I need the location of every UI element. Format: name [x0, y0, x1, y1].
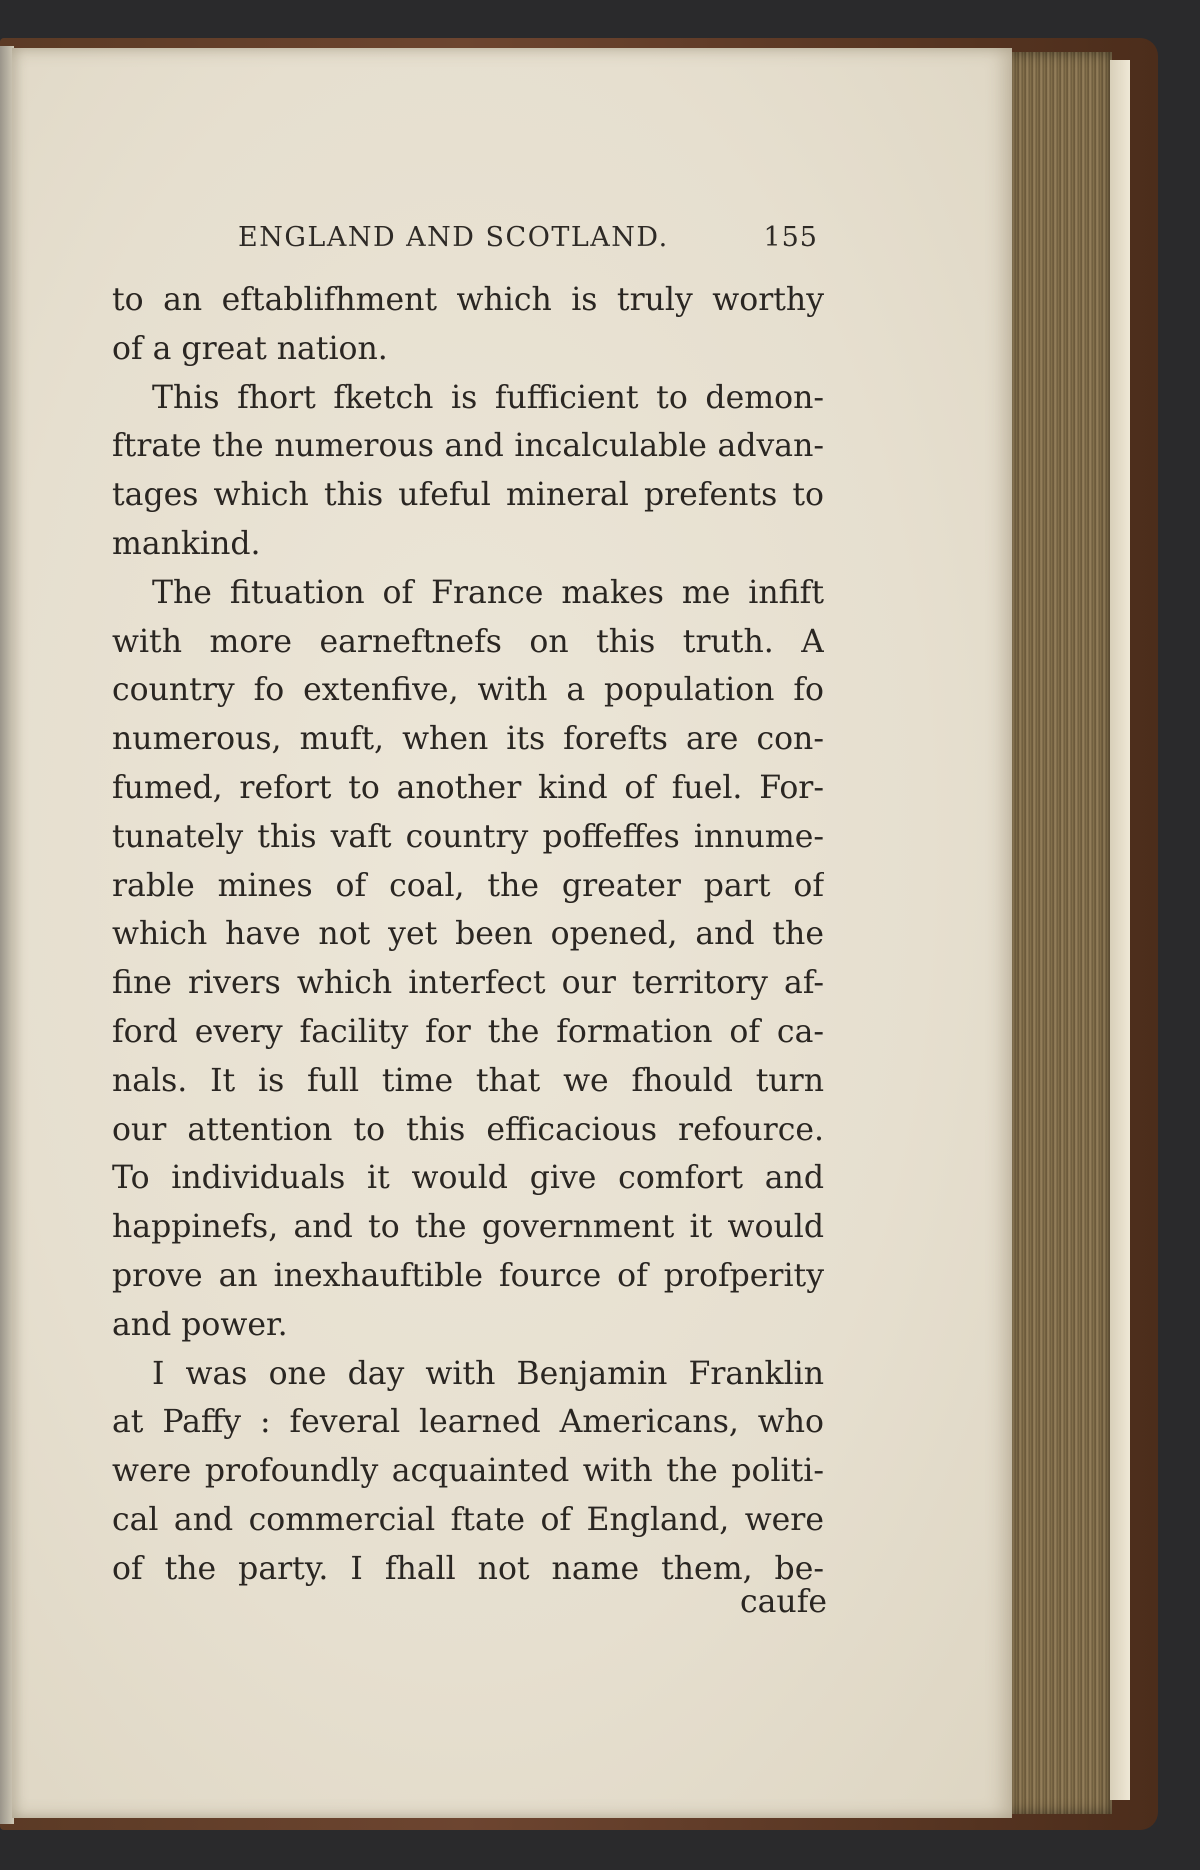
text-line: of the party. I fhall not name them, be- — [112, 1550, 824, 1587]
text-line: nals. It is full time that we fhould turn — [112, 1062, 824, 1099]
text-line: with more earneftnefs on this truth. A — [112, 623, 824, 660]
text-line: were profoundly acquainted with the politi- — [112, 1453, 824, 1490]
running-title: ENGLAND AND SCOTLAND. — [238, 222, 669, 253]
text-line: mankind. — [112, 525, 261, 562]
text-line: tunately this vaft country poffeffes innume- — [112, 818, 824, 855]
body-text — [112, 276, 824, 1594]
page-number: 155 — [763, 222, 818, 253]
text-line: ford every facility for the formation of ca- — [112, 1013, 824, 1050]
text-line: at Paffy : feveral learned Americans, who — [112, 1404, 824, 1441]
text-line: cal and commercial ftate of England, were — [112, 1501, 824, 1538]
text-line: ftrate the numerous and incalculable advan- — [112, 428, 824, 465]
text-line: prove an inexhauftible fource of profperity — [112, 1257, 824, 1294]
page-fore-edge-light — [1110, 60, 1130, 1800]
text-line: rable mines of coal, the greater part of — [112, 867, 824, 904]
text-line: fumed, refort to another kind of fuel. For- — [112, 769, 824, 806]
text-line: numerous, muft, when its forefts are con- — [112, 721, 824, 758]
text-line: I was one day with Benjamin Franklin — [152, 1355, 824, 1392]
catchword: caufe — [740, 1584, 828, 1620]
page-header — [238, 222, 818, 262]
text-line: This fhort fketch is fufficient to demon- — [152, 379, 824, 416]
text-line: to an eftablifhment which is truly worthy — [112, 282, 824, 318]
text-line: our attention to this efficacious refource. — [112, 1111, 824, 1148]
text-line: fine rivers which interfect our territory af- — [112, 965, 824, 1002]
text-line: happinefs, and to the government it would — [112, 1209, 824, 1246]
text-line: and power. — [112, 1306, 288, 1343]
text-line: country fo extenfive, with a population fo — [112, 672, 824, 709]
text-line: of a great nation. — [112, 330, 388, 367]
text-line: To individuals it would give comfort and — [112, 1160, 824, 1197]
text-line: The fituation of France makes me infift — [152, 574, 824, 611]
page-fore-edge — [1008, 52, 1112, 1814]
text-line: which have not yet been opened, and the — [112, 916, 824, 953]
text-line: tages which this ufeful mineral prefents to — [112, 477, 824, 514]
